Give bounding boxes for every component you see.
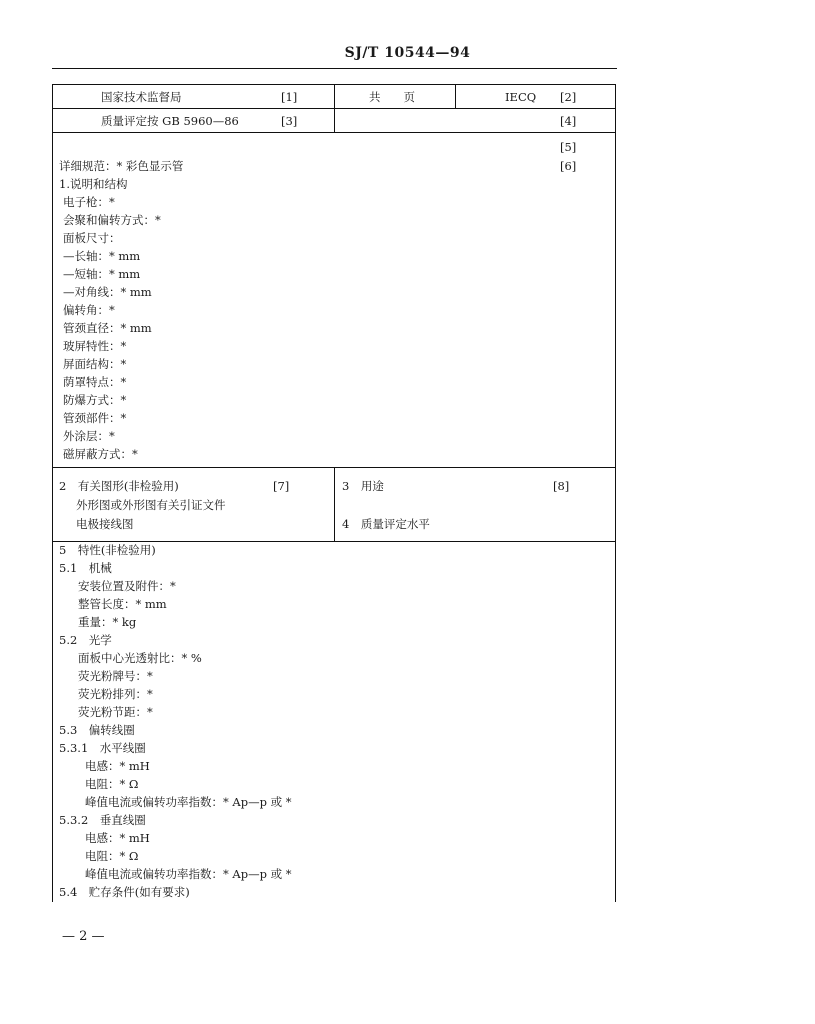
spec-line: —短轴：* mm xyxy=(63,267,141,281)
spec-line: 峰值电流或偏转功率指数：* Ap—p 或 * xyxy=(85,795,292,809)
total-pages-label: 共 页 xyxy=(369,90,415,104)
reference-mark-3: [3] xyxy=(281,114,298,128)
spec-line: 会聚和偏转方式：* xyxy=(63,213,161,227)
row-divider xyxy=(52,132,615,133)
spec-line: 玻屏特性：* xyxy=(63,339,127,353)
column-divider xyxy=(334,84,335,132)
spec-line: 重量：* kg xyxy=(78,615,137,629)
reference-mark-8: [8] xyxy=(553,479,570,493)
section-2-item: 外形图或外形图有关引证文件 xyxy=(76,498,226,512)
subsection-heading: 5.2 光学 xyxy=(59,633,112,647)
spec-line: 峰值电流或偏转功率指数：* Ap—p 或 * xyxy=(85,867,292,881)
spec-line: 面板中心光透射比：* % xyxy=(78,651,202,665)
reference-mark-5: [5] xyxy=(560,140,577,154)
spec-line: 外涂层：* xyxy=(63,429,115,443)
spec-line: 整管长度：* mm xyxy=(78,597,167,611)
section-4-heading: 4 质量评定水平 xyxy=(342,517,430,531)
authority-name: 国家技术监督局 xyxy=(101,90,182,104)
section-2-heading: 2 有关图形(非检验用) xyxy=(59,479,179,493)
subsection-heading: 5.1 机械 xyxy=(59,561,112,575)
reference-mark-4: [4] xyxy=(560,114,577,128)
iecq-label: IECQ xyxy=(505,90,537,104)
subsection-heading: 5.3.1 水平线圈 xyxy=(59,741,146,755)
section-1-heading: 1.说明和结构 xyxy=(59,177,128,191)
page-number: — 2 — xyxy=(62,929,105,944)
spec-line: 电子枪：* xyxy=(63,195,115,209)
spec-line: 电阻：* Ω xyxy=(85,849,139,863)
spec-line: 管颈直径：* mm xyxy=(63,321,152,335)
reference-mark-7: [7] xyxy=(273,479,290,493)
subsection-heading: 5.3.2 垂直线圈 xyxy=(59,813,146,827)
reference-mark-6: [6] xyxy=(560,159,577,173)
header-rule xyxy=(52,68,617,69)
spec-line: 电阻：* Ω xyxy=(85,777,139,791)
quality-assessment-basis: 质量评定按 GB 5960—86 xyxy=(101,114,239,128)
spec-line: 防爆方式：* xyxy=(63,393,127,407)
section-2-item: 电极接线图 xyxy=(76,517,134,531)
reference-mark-2: [2] xyxy=(560,90,577,104)
spec-line: 电感：* mH xyxy=(85,831,150,845)
spec-line: 荧光粉牌号：* xyxy=(78,669,153,683)
spec-line: 荧光粉节距：* xyxy=(78,705,153,719)
subsection-heading: 5.3 偏转线圈 xyxy=(59,723,135,737)
row-divider xyxy=(52,541,615,542)
spec-line: —长轴：* mm xyxy=(63,249,141,263)
spec-line: 荧光粉排列：* xyxy=(78,687,153,701)
spec-line: 管颈部件：* xyxy=(63,411,127,425)
spec-line: 屏面结构：* xyxy=(63,357,127,371)
spec-line: 磁屏蔽方式：* xyxy=(63,447,138,461)
subsection-heading: 5.4 贮存条件(如有要求) xyxy=(59,885,190,899)
column-divider xyxy=(455,84,456,108)
spec-line: —对角线：* mm xyxy=(63,285,152,299)
spec-line: 面板尺寸： xyxy=(63,231,121,245)
detail-spec-title: 详细规范：* 彩色显示管 xyxy=(59,159,184,173)
spec-line: 电感：* mH xyxy=(85,759,150,773)
reference-mark-1: [1] xyxy=(281,90,298,104)
column-divider xyxy=(334,467,335,541)
section-3-heading: 3 用途 xyxy=(342,479,384,493)
document-number: SJ/T 10544—94 xyxy=(344,45,471,61)
spec-line: 荫罩特点：* xyxy=(63,375,127,389)
spec-line: 安装位置及附件：* xyxy=(78,579,176,593)
section-5-heading: 5 特性(非检验用) xyxy=(59,543,156,557)
spec-line: 偏转角：* xyxy=(63,303,115,317)
